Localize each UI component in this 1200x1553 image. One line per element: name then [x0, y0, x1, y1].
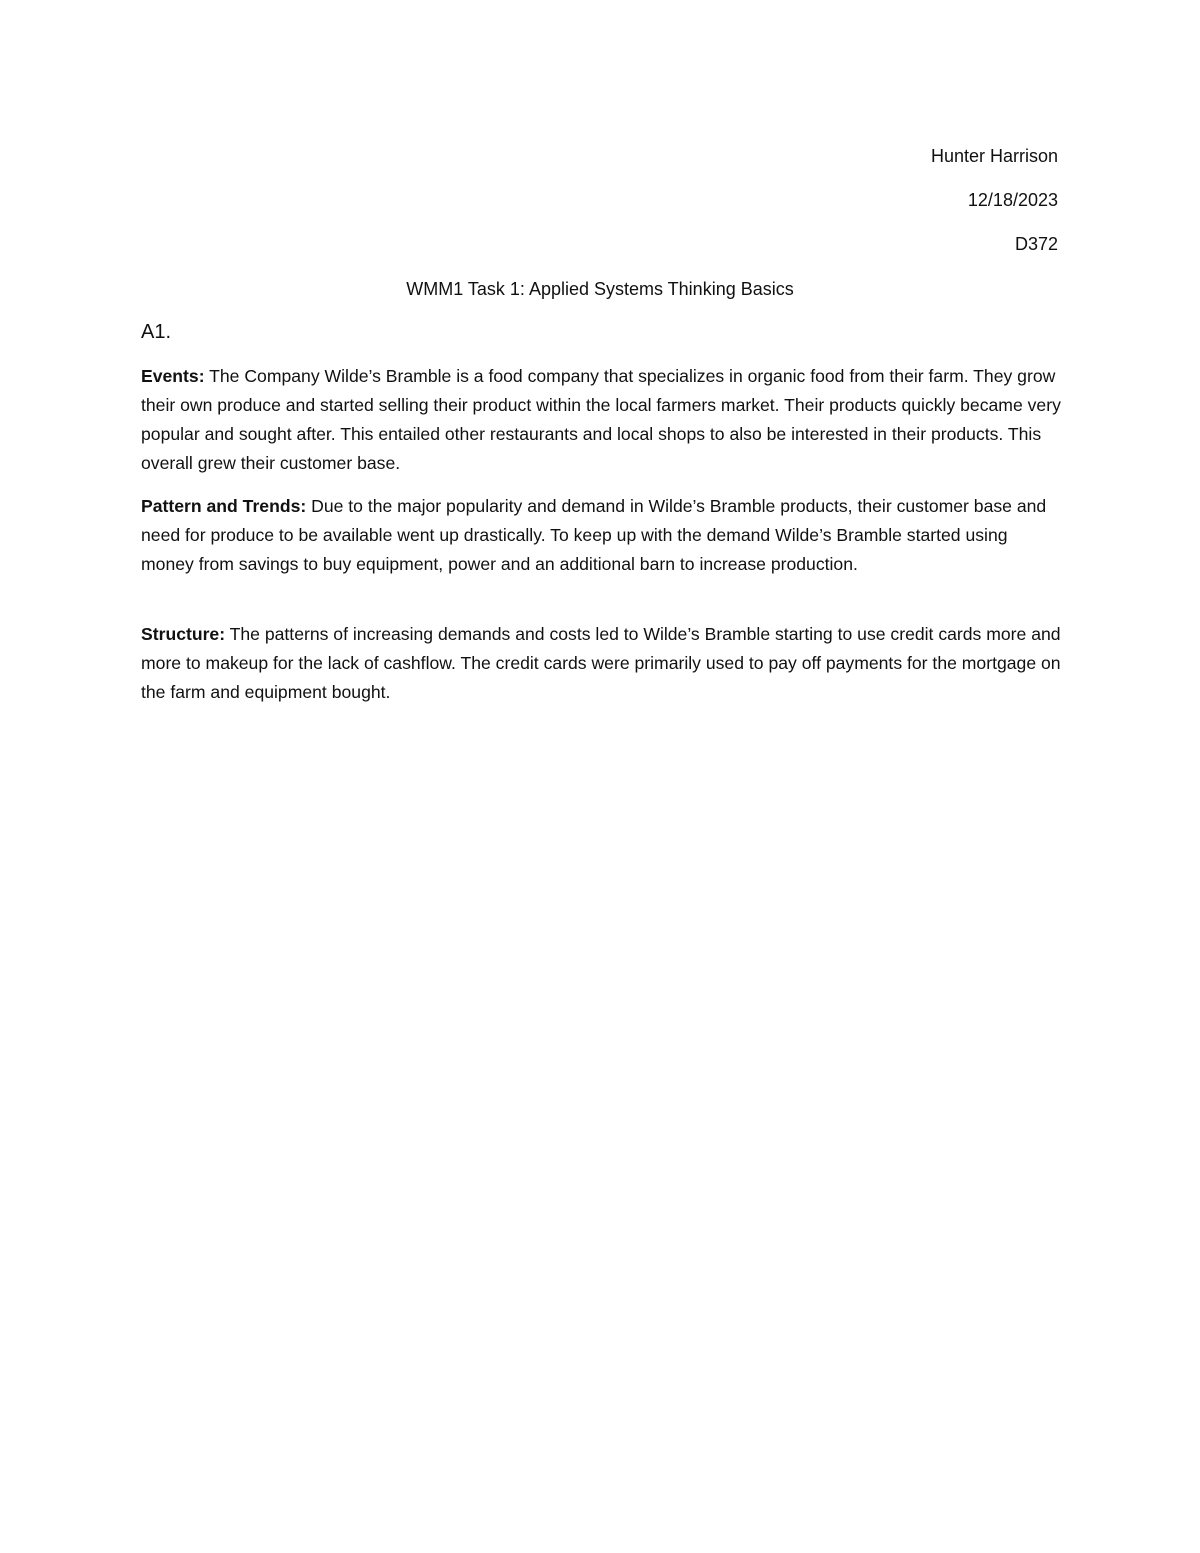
- structure-label: Structure:: [141, 624, 226, 644]
- structure-text: The patterns of increasing demands and costs led to Wilde’s Bramble starting to use credit cards more and more to makeup for the lack of cashflow. The credit cards were primarily used to pay off payments for the mortgage on the farm and equipment bought.: [141, 624, 1061, 702]
- author-name: Hunter Harrison: [930, 146, 1058, 166]
- patterns-paragraph: [141, 492, 1061, 579]
- document-title: WMM1 Task 1: Applied Systems Thinking Basics: [406, 279, 794, 299]
- events-label: Events:: [141, 366, 205, 386]
- section-heading: A1.: [141, 321, 172, 343]
- events-text: The Company Wilde’s Bramble is a food company that specializes in organic food from their farm. They grow their own produce and started selling their product within the local farmers market. Their products quickly became very popular and sought after. This entailed other restaurants and local shops to also be interested in their products. This overall grew their customer base.: [141, 366, 1061, 473]
- patterns-label: Pattern and Trends:: [141, 496, 307, 516]
- document-date: 12/18/2023: [967, 190, 1058, 210]
- course-code: D372: [1014, 234, 1058, 254]
- patterns-text: Due to the major popularity and demand in Wilde’s Bramble products, their customer base and need for produce to be available went up drastically. To keep up with the demand Wilde’s Bramble started using money from savings to buy equipment, power and an additional barn to increase production.: [141, 496, 1047, 574]
- events-paragraph: [141, 362, 1061, 478]
- structure-paragraph: [141, 620, 1061, 707]
